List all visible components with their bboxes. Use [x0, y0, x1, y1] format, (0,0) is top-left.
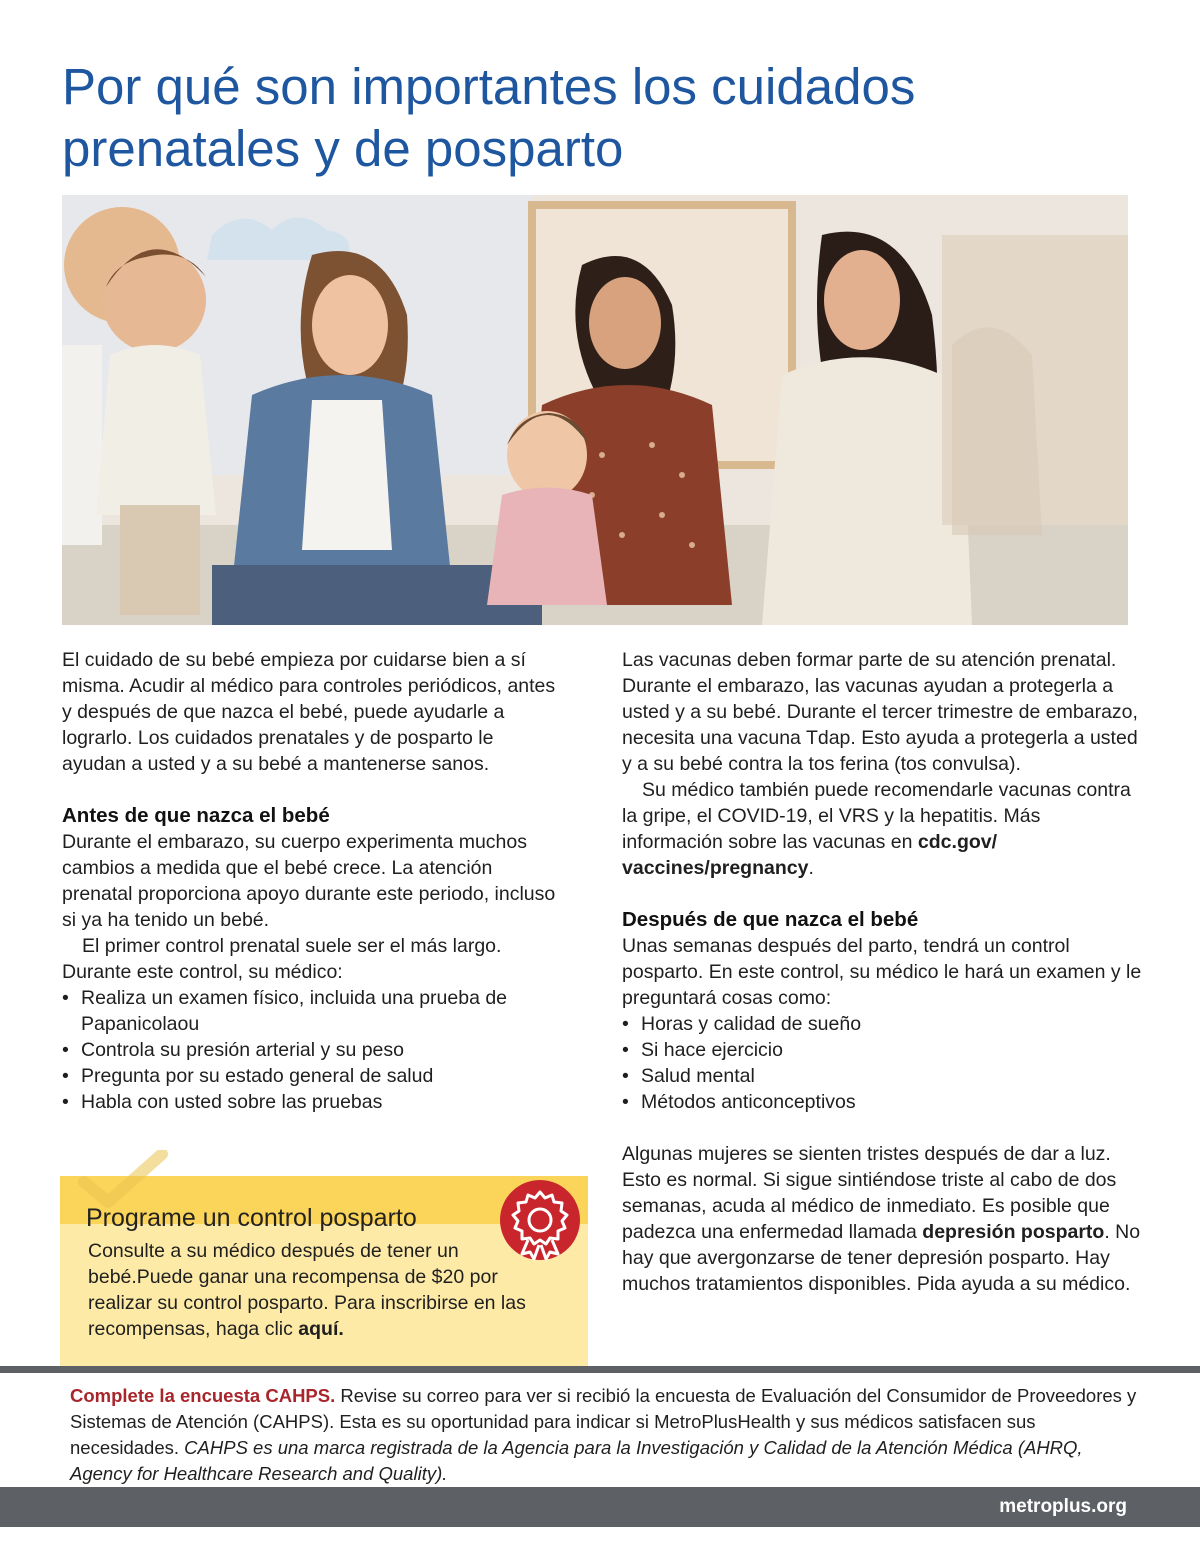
divider: [0, 1366, 1200, 1373]
cdc-link[interactable]: cdc.gov/ vaccines/pregnancy: [622, 831, 998, 879]
callout-body: Consulte a su médico después de tener un bebé.Puede ganar una recompensa de $20 por realizar su control posparto. Para inscribirse en las recompensas, haga clic: [88, 1240, 526, 1340]
callout-title: Programe un control posparto: [86, 1204, 417, 1232]
hero-photo: [62, 195, 1128, 625]
prenatal-checklist: [62, 985, 562, 1115]
depression-text-end: . No hay que avergonzarse de tener depresión posparto. Hay muchos tratamientos disponibles. Pida ayuda a su médico.: [622, 1221, 1141, 1295]
list-item: • Habla con usted sobre las pruebas: [62, 1089, 562, 1115]
before-birth-paragraph: Durante el embarazo, su cuerpo experimenta muchos cambios a medida que el bebé crece. La atención prenatal proporciona apoyo durante este periodo, incluso si ya ha tenido un bebé.: [62, 831, 556, 931]
after-birth-paragraph: Unas semanas después del parto, tendrá un control posparto. En este control, su médico le hará un examen y le preguntará cosas como:: [622, 935, 1142, 1009]
survey-lead: Complete la encuesta CAHPS.: [70, 1385, 336, 1406]
list-item: • Si hace ejercicio: [622, 1037, 1142, 1063]
award-ribbon-icon: [498, 1178, 582, 1262]
depression-term: depresión posparto: [922, 1221, 1105, 1243]
depression-text-start: Algunas mujeres se sienten tristes después de dar a luz. Esto es normal. Si sigue sintiéndose triste al cabo de dos semanas, acuda al médico de inmediato. Es posible que padezca una enfermedad llamada: [622, 1143, 1117, 1243]
right-column: [622, 647, 1142, 1297]
callout-text: [88, 1238, 538, 1342]
before-birth-heading: Antes de que nazca el bebé: [62, 804, 330, 827]
cahps-survey-note: [70, 1383, 1140, 1487]
hero-photo-illustration: [62, 195, 1128, 625]
postpartum-callout: [60, 1176, 588, 1366]
list-item: • Métodos anticonceptivos: [622, 1089, 1142, 1115]
intro-paragraph: El cuidado de su bebé empieza por cuidarse bien a sí misma. Acudir al médico para controles periódicos, antes y después de que nazca el bebé, puede ayudarle a lograrlo. Los cuidados prenatales y de posparto le ayudan a usted y a su bebé a mantenerse sanos.: [62, 649, 556, 775]
after-birth-heading: Después de que nazca el bebé: [622, 908, 919, 931]
vaccines-end: .: [808, 857, 814, 879]
footer-website-link[interactable]: metroplus.org: [999, 1496, 1127, 1517]
first-visit-paragraph: El primer control prenatal suele ser el más largo. Durante este control, su médico:: [62, 935, 502, 983]
survey-disclaimer: CAHPS es una marca registrada de la Agencia para la Investigación y Calidad de la Atención Médica (AHRQ, Agency for Healthcare Research and Quality).: [70, 1437, 1083, 1484]
vaccines-more-text: Su médico también puede recomendarle vacunas contra la gripe, el COVID-19, el VRS y la hepatitis. Más información sobre las vacunas en: [622, 779, 1131, 853]
list-item: • Horas y calidad de sueño: [622, 1011, 1142, 1037]
footer-bar: [0, 1487, 1200, 1527]
survey-text: Revise su correo para ver si recibió la encuesta de Evaluación del Consumidor de Proveedores y Sistemas de Atención (CAHPS). Esta es su oportunidad para indicar si MetroPlusHealth y sus médicos satisfacen sus necesidades.: [70, 1385, 1137, 1458]
list-item: • Controla su presión arterial y su peso: [62, 1037, 562, 1063]
postpartum-checklist: [622, 1011, 1142, 1115]
list-item: • Pregunta por su estado general de salud: [62, 1063, 562, 1089]
left-column: [62, 647, 562, 1115]
vaccines-more-paragraph: [622, 777, 1142, 881]
postpartum-depression-paragraph: [622, 1141, 1142, 1297]
list-item: • Realiza un examen físico, incluida una prueba de Papanicolaou: [62, 985, 562, 1037]
list-item: • Salud mental: [622, 1063, 1142, 1089]
vaccines-paragraph: Las vacunas deben formar parte de su atención prenatal. Durante el embarazo, las vacunas ayudan a protegerla a usted y a su bebé. Durante el tercer trimestre de embarazo, necesita una vacuna Tdap. Esto ayuda a protegerla a usted y a su bebé contra la tos ferina (tos convulsa).: [622, 649, 1138, 775]
checkmark-icon: [78, 1150, 168, 1210]
rewards-link[interactable]: aquí.: [298, 1318, 344, 1340]
page-title: Por qué son importantes los cuidados prenatales y de posparto: [62, 58, 916, 177]
